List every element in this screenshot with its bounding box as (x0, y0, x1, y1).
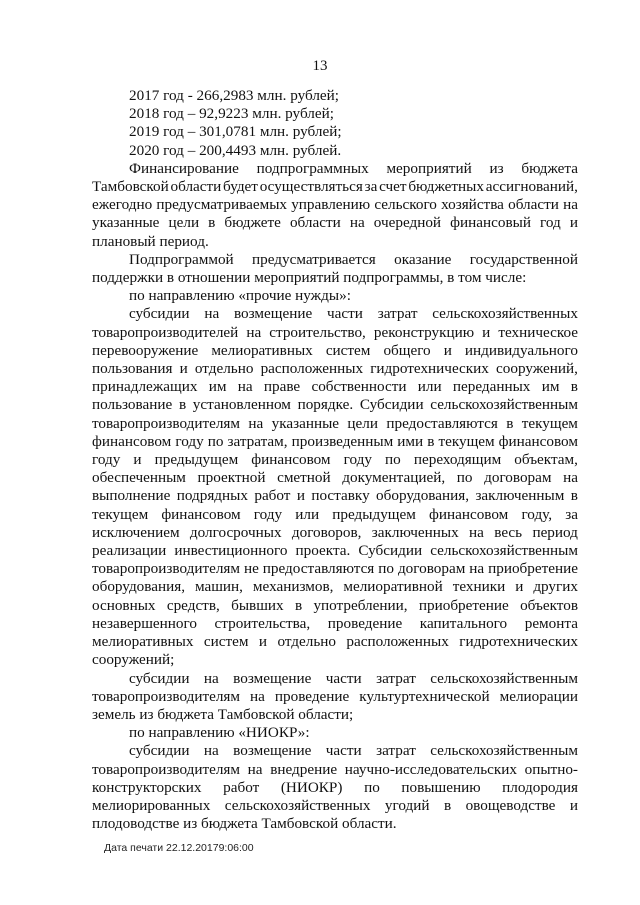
funding-line-2019: 2019 год – 301,0781 млн. рублей; (129, 123, 342, 141)
text-line: субсидии на возмещение части затрат сельскохозяйственным (129, 669, 578, 687)
text-line: плановый период. (92, 232, 209, 250)
text-line: выполнение подрядных работ и поставку оборудования, заключенным в (92, 487, 578, 505)
text-line: конструкторских работ (НИОКР) по повышению плодородия (92, 778, 578, 796)
paragraph-subsidy-reclamation (92, 305, 578, 669)
text-line: текущем финансовом году или предыдущем финансовом году, за (92, 505, 578, 523)
text-line: мелиорированных сельскохозяйственных угодий в овощеводстве и (92, 796, 578, 814)
text-line: незавершенного строительства, проведение капитального ремонта (92, 614, 578, 632)
text-line: Финансирование подпрограммных мероприятий из бюджета (129, 159, 578, 177)
text-line: году и предыдущем финансовом году по переходящим объектам, (92, 451, 578, 469)
text-line: пользования и отдельно расположенных гидротехнических сооружений, (92, 360, 578, 378)
text-line: пользование в установленном порядке. Субсидии сельскохозяйственным (92, 396, 578, 414)
text-line: финансовом году по затратам, произведенным ими в текущем финансовом (92, 432, 578, 450)
page-number: 13 (312, 58, 328, 74)
paragraph-direction-other (92, 287, 578, 305)
text-line: реализации инвестиционного проекта. Субсидии сельскохозяйственным (92, 542, 578, 560)
text-line: Подпрограммой предусматривается оказание государственной (129, 250, 578, 268)
text-line: земель из бюджета Тамбовской области; (92, 705, 354, 723)
text-line: плодоводстве из бюджета Тамбовской области. (92, 815, 397, 833)
text-line: товаропроизводителей на строительство, реконструкцию и техническое (92, 323, 578, 341)
text-line: исключением долгосрочных договоров, заключенных на весь период (92, 523, 578, 541)
text-line: поддержки в отношении мероприятий подпрограммы, в том числе: (92, 269, 527, 287)
text-line: перевооружение мелиоративных систем общего и индивидуального (92, 341, 578, 359)
text-line: субсидии на возмещение части затрат сельскохозяйственным (129, 742, 578, 760)
text-line: сооружений; (92, 651, 175, 669)
paragraph-subsidy-culture (92, 670, 578, 725)
paragraph-support (92, 251, 578, 287)
text-line: товаропроизводителям не предоставляются по договорам на приобретение (92, 560, 578, 578)
document-body (92, 87, 578, 833)
funding-line-2017: 2017 год - 266,2983 млн. рублей; (129, 87, 340, 104)
text-line: Тамбовской области будет осуществляться за счет бюджетных ассигнований, (92, 178, 578, 196)
paragraphs (92, 160, 578, 834)
text-line: по направлению «прочие нужды»: (129, 287, 351, 305)
paragraph-direction-niokr (92, 724, 578, 742)
text-line: товаропроизводителям на указанные цели предоставляются в текущем (92, 414, 578, 432)
print-date-footer: Дата печати 22.12.20179:06:00 (104, 842, 254, 854)
text-line: мелиоративных систем и отдельно расположенных гидротехнических (92, 633, 578, 651)
funding-by-year (92, 87, 578, 160)
paragraph-subsidy-niokr (92, 742, 578, 833)
text-line: принадлежащих им на праве собственности или переданных им в (92, 378, 578, 396)
text-line: товаропроизводителям на внедрение научно-исследовательских опытно- (92, 760, 578, 778)
text-line: по направлению «НИОКР»: (129, 724, 310, 742)
funding-line-2018: 2018 год – 92,9223 млн. рублей; (129, 105, 334, 123)
paragraph-financing (92, 160, 578, 251)
text-line: указанные цели в бюджете области на очередной финансовый год и (92, 214, 578, 232)
text-line: ежегодно предусматриваемых управлению сельского хозяйства области на (92, 196, 578, 214)
text-line: основных средств, бывших в употреблении, приобретение объектов (92, 596, 578, 614)
text-line: товаропроизводителям на проведение культуртехнической мелиорации (92, 687, 578, 705)
funding-line-2020: 2020 год – 200,4493 млн. рублей. (129, 141, 342, 159)
text-line: обеспеченным проектной сметной документацией, по договорам на (92, 469, 578, 487)
text-line: субсидии на возмещение части затрат сельскохозяйственных (129, 305, 578, 323)
text-line: оборудования, машин, механизмов, мелиоративной техники и других (92, 578, 578, 596)
